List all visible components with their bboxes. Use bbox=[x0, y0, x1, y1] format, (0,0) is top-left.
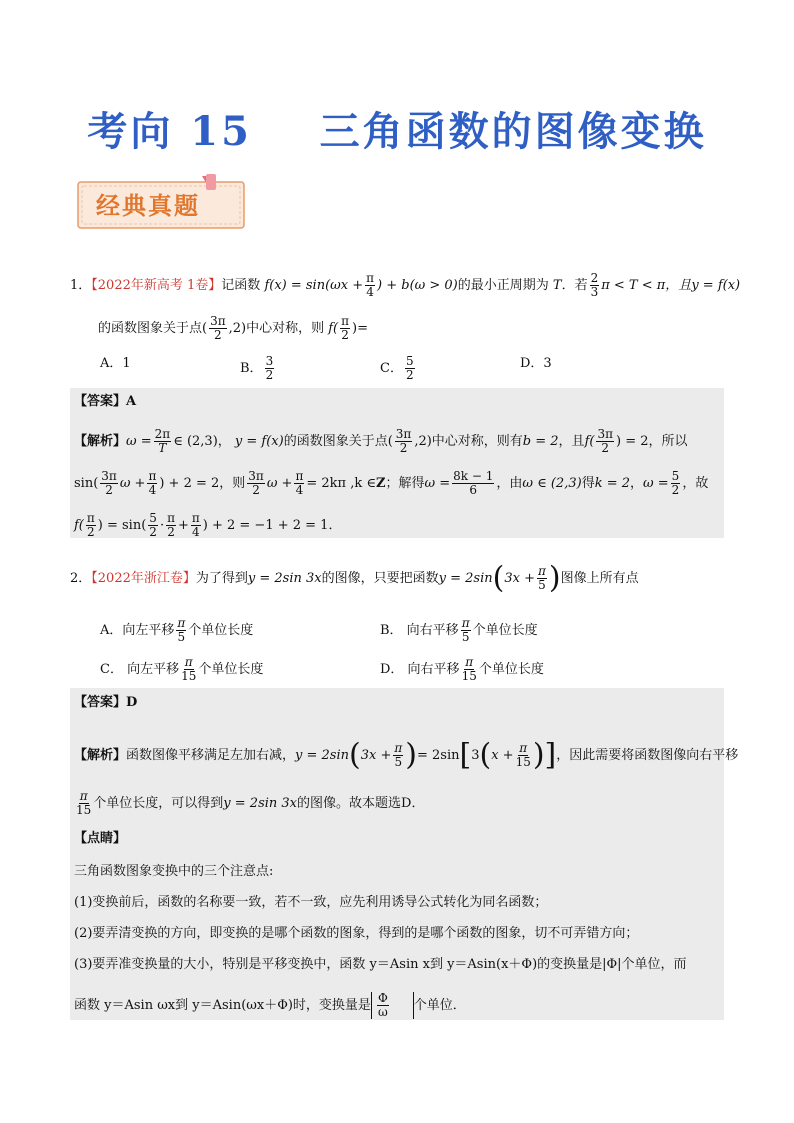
answer-1-label: 【答案】A bbox=[74, 394, 137, 409]
tip-label: 【点睛】 bbox=[74, 831, 127, 846]
answer-2-analysis-line-1: 【解析】函数图像平移满足左加右减，y = 2sin(3x + $\frac{\pi}{5}$ )= 2sin[3(x + $\frac{\pi}{15}$ )]，因此需要将函数图像向右平移 bbox=[74, 737, 739, 773]
section-title: 经典真题 bbox=[96, 191, 200, 220]
tip-point-2: (2)要弄清变换的方向，即变换的是哪个函数的图象，得到的是哪个函数的图象，切不可弄错方向； bbox=[74, 926, 639, 941]
tip-intro: 三角函数图象变换中的三个注意点: bbox=[74, 864, 274, 879]
question-1-option-d: D．3 bbox=[520, 356, 552, 371]
question-2-option-a: A．向左平移 $\frac{\pi}{5}$ 个单位长度 bbox=[100, 616, 254, 644]
question-2-source-tag: 【2022年浙江卷】 bbox=[91, 571, 196, 586]
question-2-option-b: B． 向右平移 $\frac{\pi}{5}$ 个单位长度 bbox=[380, 616, 538, 644]
tip-point-1: (1)变换前后，函数的名称要一致，若不一致，应先利用诱导公式转化为同名函数； bbox=[74, 895, 548, 910]
tip-point-3-continued: 函数 y＝Asin ωx到 y＝Asin(ωx＋Φ)时，变换量是 $\frac{\Phi}{\omega}$ 个单位． bbox=[74, 991, 466, 1019]
question-1-line-1: 1．【2022年新高考 1卷】记函数 f(x) = sin(ωx + $\frac{\pi}{4}$ ) + b(ω > 0)的最小正周期为 T．若 $\frac{2}{3}$ π < T < π，且y = f(x) bbox=[70, 271, 741, 299]
question-1-line-2: 的函数图象关于点( $\frac{3\pi}{2}$ ,2)中心对称，则 f( $\frac{\pi}{2}$ )= bbox=[98, 314, 368, 342]
answer-1-analysis-line-1: 【解析】ω = $\frac{2\pi}{T}$ ∈ (2,3)， y = f(x)的函数图象关于点( $\frac{3\pi}{2}$ ,2)中心对称，则有b = 2，且f( $\frac{3\pi}{2}$ ) = 2，所以 bbox=[74, 427, 688, 455]
question-2-option-d: D． 向右平移 $\frac{\pi}{15}$ 个单位长度 bbox=[380, 655, 544, 683]
question-1-option-a: A．1 bbox=[100, 356, 131, 371]
tip-point-3: (3)要弄准变换量的大小，特别是平移变换中，函数 y＝Asin x到 y＝Asin(x＋Φ)的变换量是|Φ|个单位，而 bbox=[74, 957, 687, 972]
question-1-source-tag: 【2022年新高考 1卷】 bbox=[91, 278, 222, 293]
question-2-option-c: C． 向左平移 $\frac{\pi}{15}$ 个单位长度 bbox=[100, 655, 264, 683]
answer-2-label: 【答案】D bbox=[74, 695, 138, 710]
question-1-option-b: B． $\frac{3}{2}$ bbox=[240, 354, 274, 382]
page-title: 考向 15 三角函数的图像变换 bbox=[87, 108, 707, 155]
answer-1-analysis-line-2: sin( $\frac{3\pi}{2}$ ω + $\frac{\pi}{4}$ ) + 2 = 2，则 $\frac{3\pi}{2}$ ω + $\frac{\pi}{4}$ = 2kπ ,k ∈Z；解得ω = $\frac{8k - 1}{6}$ ，由ω ∈ (2,3)得k = 2，ω = $\frac{5}{2}$ ，故 bbox=[74, 469, 709, 497]
answer-2-analysis-line-2: $\frac{\pi}{15}$ 个单位长度，可以得到y = 2sin 3x的图像。故本题选D． bbox=[76, 789, 425, 817]
question-1-option-c: C． $\frac{5}{2}$ bbox=[380, 354, 414, 382]
question-2-line-1: 2．【2022年浙江卷】为了得到y = 2sin 3x的图像，只要把函数y = 2sin(3x + $\frac{\pi}{5}$ )图像上所有点 bbox=[70, 560, 639, 596]
answer-1-analysis-line-3: f( $\frac{\pi}{2}$ ) = sin( $\frac{5}{2}$ · $\frac{\pi}{2}$ + $\frac{\pi}{4}$ ) + 2 = −1 + 2 = 1． bbox=[74, 511, 342, 539]
